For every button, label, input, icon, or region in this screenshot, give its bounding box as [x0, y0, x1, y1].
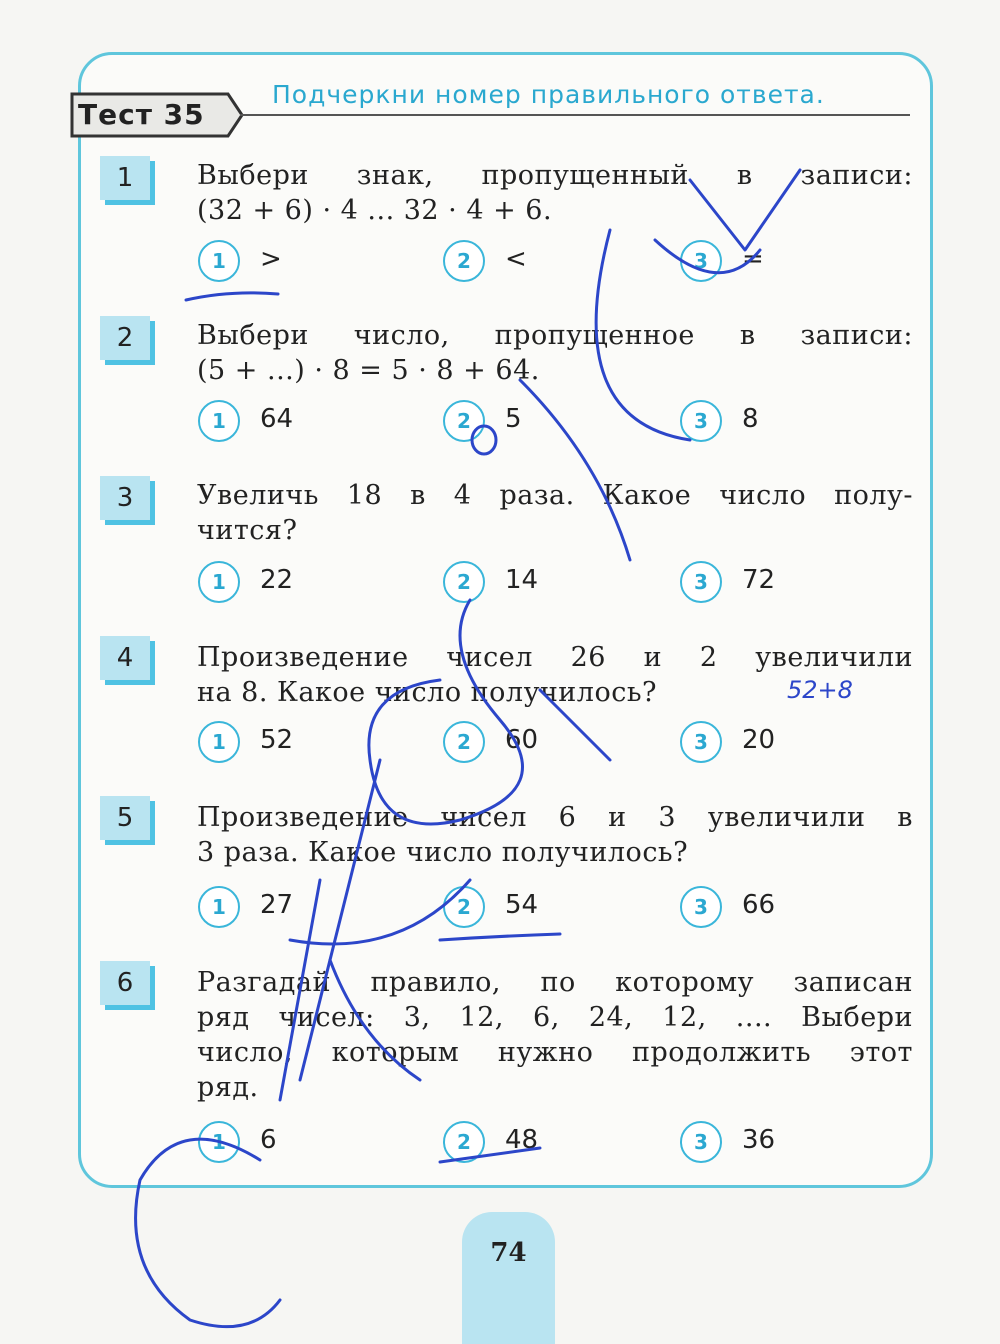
option-value: 14 [505, 565, 539, 595]
question-line: Произведение чисел 6 и 3 увеличили в [197, 802, 913, 833]
question-number-1: 1 [100, 156, 150, 200]
option-value: 60 [505, 725, 539, 755]
option-number: 3 [680, 886, 722, 928]
option-number: 3 [680, 721, 722, 763]
instruction-underline [240, 114, 910, 116]
option-number: 1 [198, 561, 240, 603]
question-line: Выбери число, пропущенное в записи: [197, 320, 913, 351]
question-line: 3 раза. Какое число получилось? [197, 837, 689, 868]
question-line: Увеличь 18 в 4 раза. Какое число полу- [197, 480, 913, 511]
question-number-3: 3 [100, 476, 150, 520]
question-number-6: 6 [100, 961, 150, 1005]
option-value: 22 [260, 565, 294, 595]
question-line: на 8. Какое число получилось? [197, 677, 657, 708]
question-line: Разгадай правило, по которому записан [197, 967, 913, 998]
question-text-5 [197, 800, 913, 870]
question-text-3 [197, 478, 913, 548]
question-number-4: 4 [100, 636, 150, 680]
option-number: 1 [198, 886, 240, 928]
option-value: 48 [505, 1125, 539, 1155]
option-number: 2 [443, 721, 485, 763]
option-value: 52 [260, 725, 294, 755]
question-line: (32 + 6) · 4 ... 32 · 4 + 6. [197, 195, 553, 226]
option-number: 2 [443, 886, 485, 928]
option-number: 1 [198, 240, 240, 282]
question-number-2: 2 [100, 316, 150, 360]
question-number-5: 5 [100, 796, 150, 840]
question-line: Выбери знак, пропущенный в записи: [197, 160, 913, 191]
option-number: 2 [443, 240, 485, 282]
option-value: 5 [505, 404, 522, 434]
option-number: 3 [680, 561, 722, 603]
option-number: 1 [198, 400, 240, 442]
option-value: 72 [742, 565, 776, 595]
question-text-6 [197, 965, 913, 1105]
handwritten-note: 52+8 [787, 676, 853, 704]
question-line: (5 + ...) · 8 = 5 · 8 + 64. [197, 355, 540, 386]
instruction-text: Подчеркни номер правильного ответа. [272, 80, 825, 109]
question-text-1 [197, 158, 913, 228]
option-value: 27 [260, 890, 294, 920]
option-number: 1 [198, 1121, 240, 1163]
option-number: 2 [443, 400, 485, 442]
option-value: 54 [505, 890, 539, 920]
test-badge [70, 92, 245, 138]
question-line: Произведение чисел 26 и 2 увеличили [197, 642, 913, 673]
page-number-tab [462, 1212, 555, 1344]
option-number: 1 [198, 721, 240, 763]
option-number: 2 [443, 561, 485, 603]
page-number: 74 [490, 1238, 527, 1268]
option-number: 2 [443, 1121, 485, 1163]
option-value: = [742, 244, 764, 274]
option-value: < [505, 244, 527, 274]
option-value: 20 [742, 725, 776, 755]
question-line: число, которым нужно продолжить этот [197, 1037, 913, 1068]
question-line: ряд. [197, 1072, 259, 1103]
option-value: 64 [260, 404, 294, 434]
question-text-2 [197, 318, 913, 388]
option-value: 66 [742, 890, 776, 920]
test-label: Тест 35 [78, 98, 205, 131]
option-number: 3 [680, 400, 722, 442]
option-value: 8 [742, 404, 759, 434]
option-value: 36 [742, 1125, 776, 1155]
option-value: > [260, 244, 282, 274]
option-number: 3 [680, 240, 722, 282]
question-line: чится? [197, 515, 298, 546]
question-line: ряд чисел: 3, 12, 6, 24, 12, .... Выбери [197, 1002, 913, 1033]
option-number: 3 [680, 1121, 722, 1163]
option-value: 6 [260, 1125, 277, 1155]
